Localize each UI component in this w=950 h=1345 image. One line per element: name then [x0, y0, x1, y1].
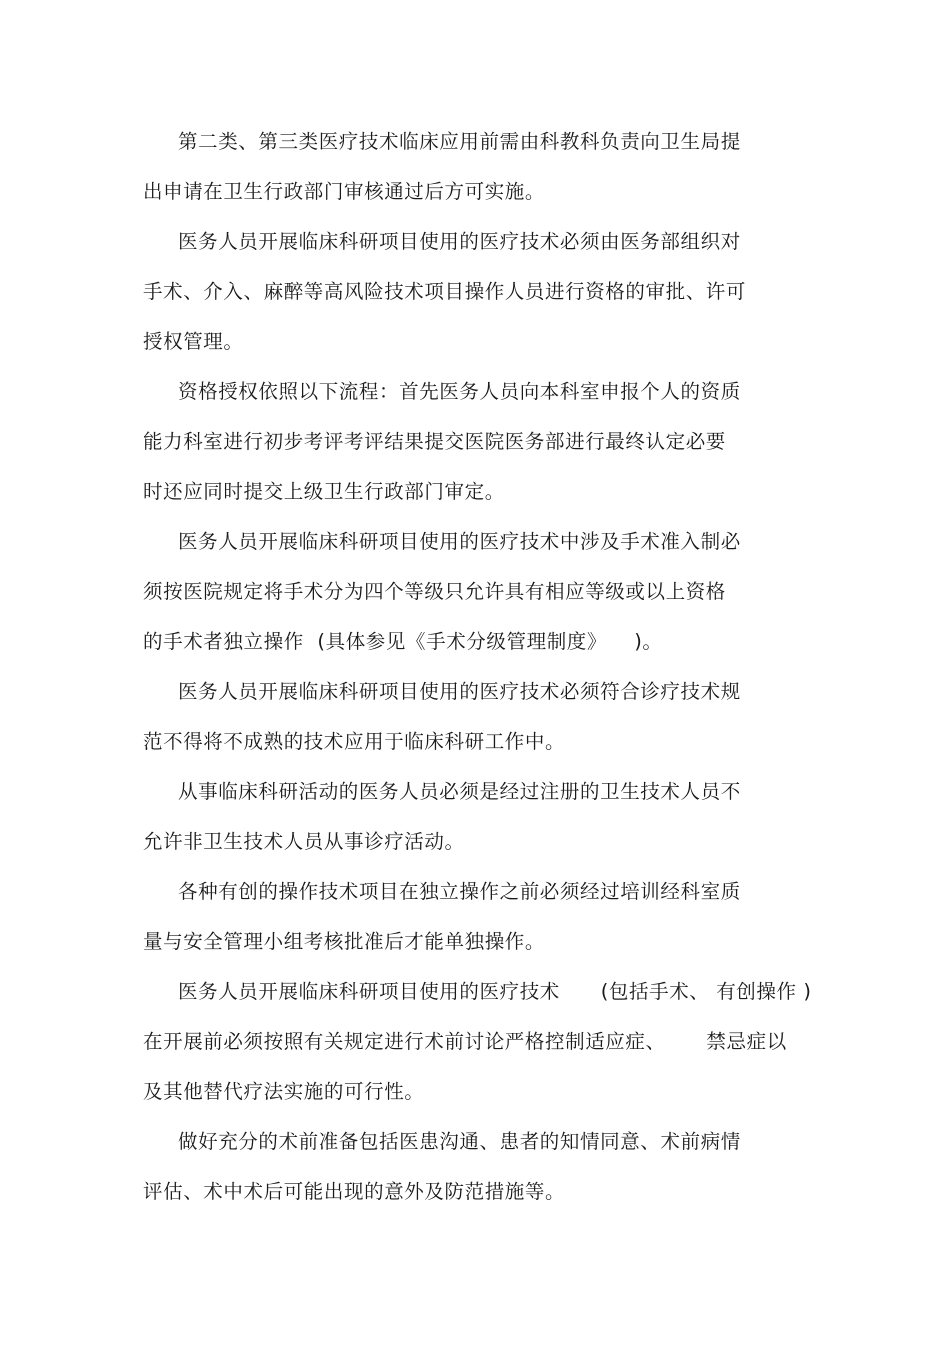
paragraph-4-line-2: 须按医院规定将手术分为四个等级只允许具有相应等级或以上资格: [143, 580, 726, 603]
paragraph-5-line-2: 范不得将不成熟的技术应用于临床科研工作中。: [143, 730, 566, 753]
paragraph-9-line-2: 评估、术中术后可能出现的意外及防范措施等。: [143, 1180, 566, 1203]
paragraph-7-line-1: 各种有创的操作技术项目在独立操作之前必须经过培训经科室质: [178, 880, 741, 903]
paragraph-2-line-2: 手术、介入、麻醉等高风险技术项目操作人员进行资格的审批、许可: [143, 280, 747, 303]
paragraph-1-line-1: 第二类、第三类医疗技术临床应用前需由科教科负责向卫生局提: [178, 130, 741, 153]
paragraph-1-line-2: 出申请在卫生行政部门审核通过后方可实施。: [143, 180, 546, 203]
paragraph-3-line-2: 能力科室进行初步考评考评结果提交医院医务部进行最终认定必要: [143, 430, 726, 453]
paragraph-5-line-1: 医务人员开展临床科研项目使用的医疗技术必须符合诊疗技术规: [178, 680, 741, 703]
paragraph-8-line-1: 医务人员开展临床科研项目使用的医疗技术 (包括手术、 有创操作 ): [178, 980, 812, 1003]
paragraph-4-line-1: 医务人员开展临床科研项目使用的医疗技术中涉及手术准入制必: [178, 530, 741, 553]
paragraph-6-line-2: 允许非卫生技术人员从事诊疗活动。: [143, 830, 465, 853]
paragraph-2-line-3: 授权管理。: [143, 330, 244, 353]
paragraph-7-line-2: 量与安全管理小组考核批准后才能单独操作。: [143, 930, 546, 953]
paragraph-8-line-2: 在开展前必须按照有关规定进行术前讨论严格控制适应症、 禁忌症以: [143, 1030, 787, 1053]
paragraph-2-line-1: 医务人员开展临床科研项目使用的医疗技术必须由医务部组织对: [178, 230, 741, 253]
paragraph-9-line-1: 做好充分的术前准备包括医患沟通、患者的知情同意、术前病情: [178, 1130, 741, 1153]
paragraph-6-line-1: 从事临床科研活动的医务人员必须是经过注册的卫生技术人员不: [178, 780, 741, 803]
paragraph-8-line-3: 及其他替代疗法实施的可行性。: [143, 1080, 425, 1103]
paragraph-3-line-3: 时还应同时提交上级卫生行政部门审定。: [143, 480, 505, 503]
paragraph-3-line-1: 资格授权依照以下流程：首先医务人员向本科室申报个人的资质: [178, 380, 741, 403]
paragraph-4-line-3: 的手术者独立操作 (具体参见《手术分级管理制度》 )。: [143, 630, 663, 653]
